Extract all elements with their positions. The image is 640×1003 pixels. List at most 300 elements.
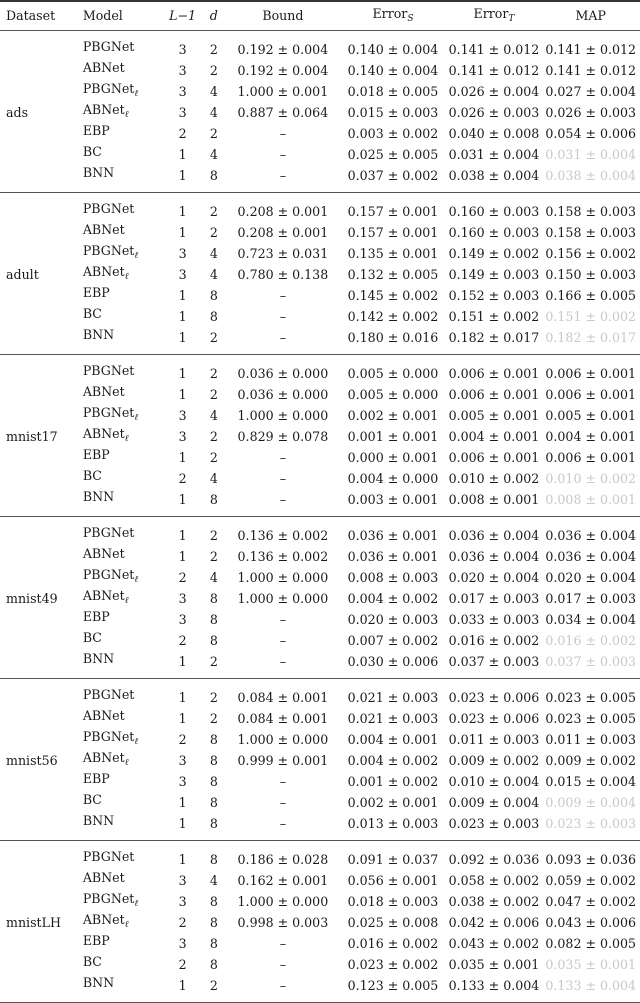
- model-name: ABNet: [82, 384, 125, 399]
- d-cell: 2: [209, 428, 218, 444]
- bound-cell: 0.192 ± 0.004: [237, 41, 329, 57]
- error-t-cell: 0.004 ± 0.001: [448, 428, 540, 444]
- error-s-cell: 0.180 ± 0.016: [340, 327, 447, 355]
- header-error-t: [446, 1, 541, 31]
- error-t-cell: 0.043 ± 0.002: [448, 935, 540, 951]
- map-cell: 0.082 ± 0.005: [545, 935, 637, 951]
- bound-cell: –: [279, 611, 287, 627]
- table-row: [0, 729, 640, 750]
- dataset-cell: [0, 165, 77, 193]
- d-cell: 8: [209, 611, 218, 627]
- dataset-cell: [0, 651, 77, 679]
- dataset-cell: [0, 81, 77, 102]
- table-row: [0, 165, 640, 193]
- dataset-cell: [0, 123, 77, 144]
- l-minus-1-cell: 2: [178, 470, 187, 486]
- error-s-cell: 0.140 ± 0.004: [347, 62, 439, 78]
- model-name: EBP: [82, 609, 110, 624]
- model-name: PBGNet: [82, 687, 135, 702]
- map-cell: 0.158 ± 0.003: [545, 203, 637, 219]
- table-row: [0, 651, 640, 679]
- l-minus-1-cell: 3: [178, 407, 187, 423]
- model-name: BC: [82, 954, 102, 969]
- bound-cell: 0.186 ± 0.028: [237, 851, 329, 867]
- error-s-cell: 0.005 ± 0.000: [347, 386, 439, 402]
- d-cell: 2: [209, 527, 218, 543]
- table-row: [0, 144, 640, 165]
- model-cell: [77, 243, 164, 264]
- model-cell: [77, 630, 164, 651]
- error-t-cell: 0.040 ± 0.008: [448, 125, 540, 141]
- l-minus-1-cell: 1: [178, 794, 187, 810]
- map-cell: 0.034 ± 0.004: [545, 611, 637, 627]
- table-row: [0, 975, 640, 1003]
- error-t-cell: 0.038 ± 0.002: [448, 893, 540, 909]
- model-name: BNN: [82, 165, 115, 180]
- map-cell: 0.009 ± 0.004: [545, 794, 637, 810]
- dataset-cell: [0, 546, 77, 567]
- model-cell: [77, 841, 164, 871]
- error-s-cell: 0.025 ± 0.008: [347, 914, 439, 930]
- model-name: EBP: [82, 933, 110, 948]
- l-minus-1-cell: 1: [164, 975, 202, 1003]
- error-s-cell: 0.025 ± 0.005: [347, 146, 439, 162]
- table-row: [0, 546, 640, 567]
- d-cell: 8: [209, 935, 218, 951]
- error-s-cell: 0.001 ± 0.001: [347, 428, 439, 444]
- dataset-cell: [0, 144, 77, 165]
- model-subscript: ℓ: [134, 899, 139, 909]
- dataset-cell: [0, 708, 77, 729]
- error-s-cell: 0.020 ± 0.003: [347, 611, 439, 627]
- error-t-cell: 0.036 ± 0.004: [448, 548, 540, 564]
- error-t-cell: 0.023 ± 0.003: [446, 813, 541, 841]
- l-minus-1-cell: 1: [178, 527, 187, 543]
- error-s-cell: 0.018 ± 0.003: [347, 893, 439, 909]
- l-minus-1-cell: 2: [178, 914, 187, 930]
- model-name: BNN: [82, 489, 115, 504]
- d-cell: 8: [209, 308, 218, 324]
- d-cell: 8: [202, 813, 227, 841]
- model-cell: [77, 31, 164, 61]
- bound-cell: 0.998 ± 0.003: [237, 914, 329, 930]
- model-name: ABNet: [82, 222, 125, 237]
- model-cell: [77, 891, 164, 912]
- table-row: [0, 123, 640, 144]
- d-cell: 8: [209, 794, 218, 810]
- bound-cell: –: [279, 956, 287, 972]
- dataset-cell: [0, 327, 77, 355]
- error-s-cell: 0.008 ± 0.003: [347, 569, 439, 585]
- d-cell: 2: [209, 689, 218, 705]
- table-row: [0, 609, 640, 630]
- l-minus-1-cell: 1: [178, 449, 187, 465]
- l-minus-1-cell: 3: [178, 893, 187, 909]
- error-s-cell: 0.023 ± 0.002: [347, 956, 439, 972]
- model-cell: [77, 588, 164, 609]
- error-t-cell: 0.017 ± 0.003: [448, 590, 540, 606]
- map-cell: 0.006 ± 0.001: [545, 365, 637, 381]
- table-row: [0, 31, 640, 61]
- d-cell: 8: [209, 773, 218, 789]
- d-cell: 2: [202, 327, 227, 355]
- bound-cell: –: [226, 489, 339, 517]
- header-dataset: Dataset: [6, 8, 56, 23]
- map-cell: 0.141 ± 0.012: [545, 62, 637, 78]
- table-row: [0, 355, 640, 385]
- map-cell: 0.010 ± 0.002: [545, 470, 637, 486]
- error-t-cell: 0.152 ± 0.003: [448, 287, 540, 303]
- l-minus-1-cell: 3: [178, 752, 187, 768]
- error-t-cell: 0.092 ± 0.036: [448, 851, 540, 867]
- error-t-cell: 0.035 ± 0.001: [448, 956, 540, 972]
- model-cell: [77, 813, 164, 841]
- d-cell: 8: [202, 489, 227, 517]
- map-cell: 0.009 ± 0.002: [545, 752, 637, 768]
- table-row: [0, 222, 640, 243]
- model-name: BC: [82, 630, 102, 645]
- error-s-cell: 0.091 ± 0.037: [347, 851, 439, 867]
- map-cell: 0.047 ± 0.002: [545, 893, 637, 909]
- error-t-cell: 0.010 ± 0.004: [448, 773, 540, 789]
- error-t-cell: 0.026 ± 0.004: [448, 83, 540, 99]
- dataset-cell: [0, 447, 77, 468]
- model-cell: [77, 81, 164, 102]
- dataset-cell: mnistLH: [6, 914, 61, 930]
- model-cell: [77, 517, 164, 547]
- bound-cell: 0.999 ± 0.001: [237, 752, 329, 768]
- header-error-t-sub: T: [508, 13, 515, 24]
- map-cell: 0.158 ± 0.003: [545, 224, 637, 240]
- map-cell: 0.006 ± 0.001: [545, 386, 637, 402]
- bound-cell: 0.084 ± 0.001: [237, 689, 329, 705]
- error-s-cell: 0.004 ± 0.002: [347, 752, 439, 768]
- l-minus-1-cell: 3: [178, 104, 187, 120]
- error-t-cell: 0.023 ± 0.006: [448, 710, 540, 726]
- bound-cell: 0.036 ± 0.000: [237, 365, 329, 381]
- model-subscript: ℓ: [124, 272, 129, 282]
- table-row: [0, 60, 640, 81]
- dataset-cell: [0, 468, 77, 489]
- model-cell: [77, 285, 164, 306]
- error-t-cell: 0.023 ± 0.006: [448, 689, 540, 705]
- error-s-cell: 0.140 ± 0.004: [347, 41, 439, 57]
- table-row: [0, 588, 640, 609]
- map-cell: 0.043 ± 0.006: [545, 914, 637, 930]
- bound-cell: –: [226, 975, 339, 1003]
- bound-cell: 0.136 ± 0.002: [237, 548, 329, 564]
- l-minus-1-cell: 1: [178, 689, 187, 705]
- table-row: [0, 630, 640, 651]
- model-name: BC: [82, 306, 102, 321]
- bound-cell: –: [279, 449, 287, 465]
- d-cell: 2: [209, 125, 218, 141]
- error-s-cell: 0.007 ± 0.002: [347, 632, 439, 648]
- error-t-cell: 0.160 ± 0.003: [448, 224, 540, 240]
- model-name: PBGNet: [82, 201, 135, 216]
- bound-cell: 0.887 ± 0.064: [237, 104, 329, 120]
- d-cell: 8: [209, 893, 218, 909]
- model-name: EBP: [82, 123, 110, 138]
- d-cell: 2: [209, 62, 218, 78]
- error-s-cell: 0.000 ± 0.001: [347, 449, 439, 465]
- map-cell: 0.166 ± 0.005: [545, 287, 637, 303]
- d-cell: 8: [209, 731, 218, 747]
- dataset-cell: [0, 870, 77, 891]
- bound-cell: –: [279, 470, 287, 486]
- model-name: PBGNet: [82, 891, 135, 906]
- dataset-cell: [0, 567, 77, 588]
- table-row: [0, 792, 640, 813]
- error-t-cell: 0.010 ± 0.002: [448, 470, 540, 486]
- table-row: [0, 708, 640, 729]
- model-name: BC: [82, 144, 102, 159]
- table-row: [0, 264, 640, 285]
- model-cell: [77, 933, 164, 954]
- l-minus-1-cell: 3: [178, 41, 187, 57]
- map-cell: 0.017 ± 0.003: [545, 590, 637, 606]
- model-cell: [77, 123, 164, 144]
- model-name: ABNet: [82, 102, 125, 117]
- model-cell: [77, 729, 164, 750]
- model-cell: [77, 679, 164, 709]
- d-cell: 2: [209, 203, 218, 219]
- l-minus-1-cell: 3: [178, 83, 187, 99]
- error-t-cell: 0.009 ± 0.004: [448, 794, 540, 810]
- d-cell: 8: [209, 590, 218, 606]
- map-cell: 0.059 ± 0.002: [545, 872, 637, 888]
- map-cell: 0.054 ± 0.006: [545, 125, 637, 141]
- d-cell: 2: [209, 386, 218, 402]
- l-minus-1-cell: 3: [178, 62, 187, 78]
- bound-cell: –: [279, 308, 287, 324]
- l-minus-1-cell: 1: [164, 813, 202, 841]
- model-cell: [77, 792, 164, 813]
- l-minus-1-cell: 3: [178, 590, 187, 606]
- d-cell: 4: [209, 83, 218, 99]
- map-cell: 0.156 ± 0.002: [545, 245, 637, 261]
- map-cell: 0.023 ± 0.005: [545, 710, 637, 726]
- model-name: BNN: [82, 651, 115, 666]
- model-cell: [77, 165, 164, 193]
- error-t-cell: 0.033 ± 0.003: [448, 611, 540, 627]
- error-s-cell: 0.004 ± 0.002: [347, 590, 439, 606]
- model-name: BNN: [82, 813, 115, 828]
- map-cell: 0.150 ± 0.003: [545, 266, 637, 282]
- d-cell: 2: [202, 975, 227, 1003]
- error-t-cell: 0.038 ± 0.004: [446, 165, 541, 193]
- d-cell: 4: [209, 872, 218, 888]
- l-minus-1-cell: 3: [178, 245, 187, 261]
- l-minus-1-cell: 1: [178, 386, 187, 402]
- bound-cell: –: [279, 935, 287, 951]
- bound-cell: 0.084 ± 0.001: [237, 710, 329, 726]
- error-s-cell: 0.123 ± 0.005: [340, 975, 447, 1003]
- error-s-cell: 0.030 ± 0.006: [340, 651, 447, 679]
- dataset-cell: [0, 60, 77, 81]
- error-t-cell: 0.006 ± 0.001: [448, 386, 540, 402]
- table-body: [0, 31, 640, 1003]
- model-subscript: ℓ: [124, 758, 129, 768]
- l-minus-1-cell: 3: [178, 266, 187, 282]
- model-cell: [77, 567, 164, 588]
- header-model: Model: [82, 8, 123, 23]
- table-row: [0, 285, 640, 306]
- error-s-cell: 0.005 ± 0.000: [347, 365, 439, 381]
- map-cell: 0.035 ± 0.001: [545, 956, 637, 972]
- table-row: [0, 567, 640, 588]
- model-name: BC: [82, 468, 102, 483]
- l-minus-1-cell: 1: [178, 203, 187, 219]
- map-cell: 0.016 ± 0.002: [545, 632, 637, 648]
- bound-cell: 0.192 ± 0.004: [237, 62, 329, 78]
- model-name: ABNet: [82, 546, 125, 561]
- model-cell: [77, 609, 164, 630]
- error-t-cell: 0.133 ± 0.004: [446, 975, 541, 1003]
- error-t-cell: 0.006 ± 0.001: [448, 449, 540, 465]
- model-cell: [77, 546, 164, 567]
- error-t-cell: 0.160 ± 0.003: [448, 203, 540, 219]
- header-bound: Bound: [262, 8, 304, 23]
- map-cell: 0.151 ± 0.002: [545, 308, 637, 324]
- error-t-cell: 0.009 ± 0.002: [448, 752, 540, 768]
- model-name: ABNet: [82, 708, 125, 723]
- model-cell: [77, 468, 164, 489]
- dataset-cell: adult: [6, 266, 39, 282]
- bound-cell: –: [279, 632, 287, 648]
- model-cell: [77, 771, 164, 792]
- model-cell: [77, 355, 164, 385]
- map-cell: 0.031 ± 0.004: [545, 146, 637, 162]
- model-cell: [77, 489, 164, 517]
- model-cell: [77, 870, 164, 891]
- dataset-cell: [0, 630, 77, 651]
- error-s-cell: 0.142 ± 0.002: [347, 308, 439, 324]
- model-name: EBP: [82, 771, 110, 786]
- map-cell: 0.008 ± 0.001: [541, 489, 640, 517]
- l-minus-1-cell: 1: [178, 548, 187, 564]
- d-cell: 2: [209, 449, 218, 465]
- bound-cell: –: [226, 651, 339, 679]
- model-name: ABNet: [82, 426, 125, 441]
- table-row: [0, 771, 640, 792]
- table-row: [0, 954, 640, 975]
- model-cell: [77, 426, 164, 447]
- bound-cell: –: [226, 813, 339, 841]
- model-name: ABNet: [82, 588, 125, 603]
- table-row: [0, 447, 640, 468]
- dataset-cell: mnist17: [6, 428, 58, 444]
- error-t-cell: 0.020 ± 0.004: [448, 569, 540, 585]
- model-cell: [77, 327, 164, 355]
- map-cell: 0.023 ± 0.003: [541, 813, 640, 841]
- l-minus-1-cell: 1: [164, 327, 202, 355]
- table-row: [0, 102, 640, 123]
- error-s-cell: 0.003 ± 0.001: [340, 489, 447, 517]
- model-name: ABNet: [82, 264, 125, 279]
- dataset-cell: [0, 841, 77, 871]
- l-minus-1-cell: 1: [178, 365, 187, 381]
- d-cell: 8: [209, 851, 218, 867]
- l-minus-1-cell: 2: [178, 956, 187, 972]
- table-row: [0, 912, 640, 933]
- model-subscript: ℓ: [124, 920, 129, 930]
- error-t-cell: 0.037 ± 0.003: [446, 651, 541, 679]
- dataset-cell: [0, 222, 77, 243]
- model-subscript: ℓ: [134, 737, 139, 747]
- table-row: [0, 679, 640, 709]
- dataset-cell: [0, 193, 77, 223]
- model-name: PBGNet: [82, 81, 135, 96]
- table-row: [0, 870, 640, 891]
- l-minus-1-cell: 1: [178, 851, 187, 867]
- d-cell: 4: [209, 104, 218, 120]
- model-cell: [77, 975, 164, 1003]
- model-cell: [77, 651, 164, 679]
- l-minus-1-cell: 3: [178, 935, 187, 951]
- bound-cell: 0.036 ± 0.000: [237, 386, 329, 402]
- error-s-cell: 0.037 ± 0.002: [340, 165, 447, 193]
- bound-cell: 0.723 ± 0.031: [237, 245, 329, 261]
- model-name: PBGNet: [82, 39, 135, 54]
- error-s-cell: 0.135 ± 0.001: [347, 245, 439, 261]
- map-cell: 0.036 ± 0.004: [545, 548, 637, 564]
- dataset-cell: [0, 933, 77, 954]
- bound-cell: –: [279, 287, 287, 303]
- model-name: PBGNet: [82, 525, 135, 540]
- bound-cell: 0.162 ± 0.001: [237, 872, 329, 888]
- header-l-minus-1: L−1: [169, 8, 197, 23]
- dataset-cell: [0, 517, 77, 547]
- d-cell: 8: [209, 914, 218, 930]
- error-s-cell: 0.018 ± 0.005: [347, 83, 439, 99]
- d-cell: 2: [209, 365, 218, 381]
- model-name: BC: [82, 792, 102, 807]
- bound-cell: –: [279, 794, 287, 810]
- d-cell: 8: [209, 956, 218, 972]
- l-minus-1-cell: 1: [178, 224, 187, 240]
- bound-cell: 1.000 ± 0.000: [237, 590, 329, 606]
- dataset-cell: [0, 771, 77, 792]
- model-subscript: ℓ: [124, 434, 129, 444]
- map-cell: 0.037 ± 0.003: [541, 651, 640, 679]
- table-row: [0, 468, 640, 489]
- error-t-cell: 0.141 ± 0.012: [448, 62, 540, 78]
- error-t-cell: 0.149 ± 0.003: [448, 266, 540, 282]
- model-name: ABNet: [82, 912, 125, 927]
- model-name: EBP: [82, 447, 110, 462]
- d-cell: 8: [209, 632, 218, 648]
- l-minus-1-cell: 2: [178, 632, 187, 648]
- d-cell: 4: [209, 407, 218, 423]
- bound-cell: 1.000 ± 0.000: [237, 731, 329, 747]
- model-name: EBP: [82, 285, 110, 300]
- dataset-cell: [0, 813, 77, 841]
- d-cell: 4: [209, 245, 218, 261]
- model-name: BNN: [82, 327, 115, 342]
- model-subscript: ℓ: [134, 575, 139, 585]
- l-minus-1-cell: 3: [178, 773, 187, 789]
- map-cell: 0.093 ± 0.036: [545, 851, 637, 867]
- error-t-cell: 0.141 ± 0.012: [448, 41, 540, 57]
- l-minus-1-cell: 1: [164, 489, 202, 517]
- model-subscript: ℓ: [134, 413, 139, 423]
- map-cell: 0.023 ± 0.005: [545, 689, 637, 705]
- dataset-cell: [0, 954, 77, 975]
- table-row: [0, 933, 640, 954]
- error-t-cell: 0.149 ± 0.002: [448, 245, 540, 261]
- map-cell: 0.020 ± 0.004: [545, 569, 637, 585]
